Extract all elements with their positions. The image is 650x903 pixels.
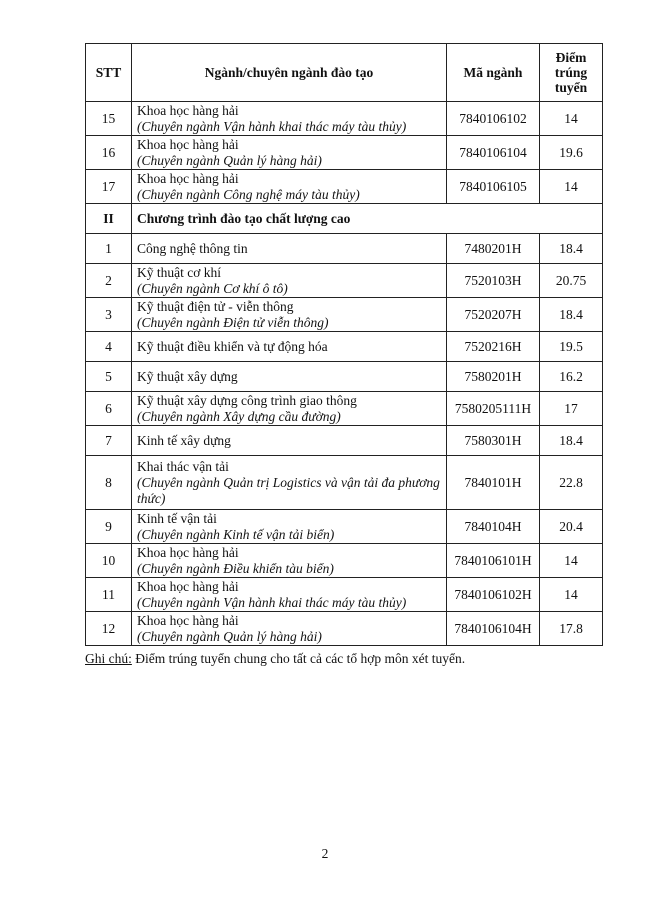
specialization-name: (Chuyên ngành Quản lý hàng hải)	[137, 152, 322, 168]
section-row	[86, 204, 603, 234]
footnote-text: Điểm trúng tuyển chung cho tất cả các tổ hợp môn xét tuyển.	[131, 651, 466, 666]
major-name: Khai thác vận tải	[137, 458, 229, 474]
major-name: Kinh tế xây dựng	[137, 432, 231, 448]
row-stt: 8	[86, 456, 132, 510]
row-code: 7520207H	[447, 298, 540, 332]
row-stt: 10	[86, 544, 132, 578]
row-score: 19.6	[540, 136, 603, 170]
row-stt: 11	[86, 578, 132, 612]
row-stt: 15	[86, 102, 132, 136]
table-row	[86, 234, 603, 264]
table-row	[86, 102, 603, 136]
table-body-regular	[86, 102, 603, 204]
table-row	[86, 426, 603, 456]
specialization-name: (Chuyên ngành Vận hành khai thác máy tàu thủy)	[137, 118, 407, 134]
row-major	[132, 362, 447, 392]
major-name: Khoa học hàng hải	[137, 136, 239, 152]
specialization-name: (Chuyên ngành Cơ khí ô tô)	[137, 280, 288, 296]
row-code: 7840106105	[447, 170, 540, 204]
row-major	[132, 136, 447, 170]
row-score: 18.4	[540, 298, 603, 332]
row-stt: 6	[86, 392, 132, 426]
row-major	[132, 392, 447, 426]
row-stt: 16	[86, 136, 132, 170]
table-row	[86, 170, 603, 204]
row-score: 17.8	[540, 612, 603, 646]
row-code: 7580201H	[447, 362, 540, 392]
row-code: 7840106104H	[447, 612, 540, 646]
row-major	[132, 102, 447, 136]
table-row	[86, 136, 603, 170]
row-score: 18.4	[540, 426, 603, 456]
footnote-label: Ghi chú:	[85, 651, 132, 666]
row-major	[132, 298, 447, 332]
row-major	[132, 264, 447, 298]
row-score: 17	[540, 392, 603, 426]
row-major	[132, 426, 447, 456]
specialization-name: (Chuyên ngành Xây dựng cầu đường)	[137, 408, 341, 424]
row-score: 20.4	[540, 510, 603, 544]
major-name: Khoa học hàng hải	[137, 170, 239, 186]
specialization-name: (Chuyên ngành Quản trị Logistics và vận tải đa phương thức)	[137, 474, 440, 506]
specialization-name: (Chuyên ngành Điện tử viễn thông)	[137, 314, 329, 330]
table-header-row	[86, 44, 603, 102]
row-major	[132, 612, 447, 646]
row-score: 14	[540, 170, 603, 204]
table-row	[86, 544, 603, 578]
row-code: 7840104H	[447, 510, 540, 544]
header-stt: STT	[86, 44, 132, 102]
major-name: Kỹ thuật xây dựng	[137, 368, 238, 384]
row-major	[132, 170, 447, 204]
row-code: 7480201H	[447, 234, 540, 264]
row-code: 7520103H	[447, 264, 540, 298]
row-code: 7840106101H	[447, 544, 540, 578]
row-stt: 3	[86, 298, 132, 332]
row-code: 7840106104	[447, 136, 540, 170]
row-code: 7840106102	[447, 102, 540, 136]
row-code: 7580301H	[447, 426, 540, 456]
row-stt: 17	[86, 170, 132, 204]
row-major	[132, 332, 447, 362]
specialization-name: (Chuyên ngành Kinh tế vận tải biển)	[137, 526, 335, 542]
row-major	[132, 544, 447, 578]
row-major	[132, 456, 447, 510]
major-name: Kỹ thuật điện tử - viễn thông	[137, 298, 294, 314]
admission-scores-table	[85, 43, 603, 646]
table-row	[86, 456, 603, 510]
table-row	[86, 264, 603, 298]
table-row	[86, 510, 603, 544]
major-name: Kỹ thuật cơ khí	[137, 264, 221, 280]
major-name: Khoa học hàng hải	[137, 544, 239, 560]
row-major	[132, 510, 447, 544]
table-row	[86, 578, 603, 612]
row-stt: 7	[86, 426, 132, 456]
row-major	[132, 234, 447, 264]
specialization-name: (Chuyên ngành Công nghệ máy tàu thủy)	[137, 186, 360, 202]
specialization-name: (Chuyên ngành Quản lý hàng hải)	[137, 628, 322, 644]
table-body-high-quality	[86, 234, 603, 646]
row-stt: 12	[86, 612, 132, 646]
table-body-section	[86, 204, 603, 234]
specialization-name: (Chuyên ngành Vận hành khai thác máy tàu thủy)	[137, 594, 407, 610]
table-row	[86, 392, 603, 426]
row-stt: 4	[86, 332, 132, 362]
row-code: 7840106102H	[447, 578, 540, 612]
row-code: 7520216H	[447, 332, 540, 362]
header-major: Ngành/chuyên ngành đào tạo	[132, 44, 447, 102]
row-stt: 1	[86, 234, 132, 264]
section-stt: II	[86, 204, 132, 234]
major-name: Khoa học hàng hải	[137, 578, 239, 594]
row-score: 19.5	[540, 332, 603, 362]
footnote	[85, 651, 465, 667]
major-name: Khoa học hàng hải	[137, 102, 239, 118]
row-score: 16.2	[540, 362, 603, 392]
row-code: 7840101H	[447, 456, 540, 510]
major-name: Kỹ thuật điều khiển và tự động hóa	[137, 338, 328, 354]
major-name: Khoa học hàng hải	[137, 612, 239, 628]
row-score: 14	[540, 102, 603, 136]
row-score: 14	[540, 544, 603, 578]
header-code: Mã ngành	[447, 44, 540, 102]
row-score: 20.75	[540, 264, 603, 298]
table-row	[86, 362, 603, 392]
row-stt: 5	[86, 362, 132, 392]
major-name: Kinh tế vận tải	[137, 510, 217, 526]
row-score: 18.4	[540, 234, 603, 264]
page-number: 2	[321, 846, 329, 861]
row-score: 22.8	[540, 456, 603, 510]
row-major	[132, 578, 447, 612]
row-score: 14	[540, 578, 603, 612]
row-stt: 2	[86, 264, 132, 298]
specialization-name: (Chuyên ngành Điều khiển tàu biển)	[137, 560, 334, 576]
header-score: Điểm trúng tuyển	[540, 44, 603, 102]
major-name: Công nghệ thông tin	[137, 240, 248, 256]
table-row	[86, 612, 603, 646]
table-row	[86, 332, 603, 362]
table-row	[86, 298, 603, 332]
major-name: Kỹ thuật xây dựng công trình giao thông	[137, 392, 357, 408]
section-title: Chương trình đào tạo chất lượng cao	[132, 204, 603, 234]
row-code: 7580205111H	[447, 392, 540, 426]
row-stt: 9	[86, 510, 132, 544]
